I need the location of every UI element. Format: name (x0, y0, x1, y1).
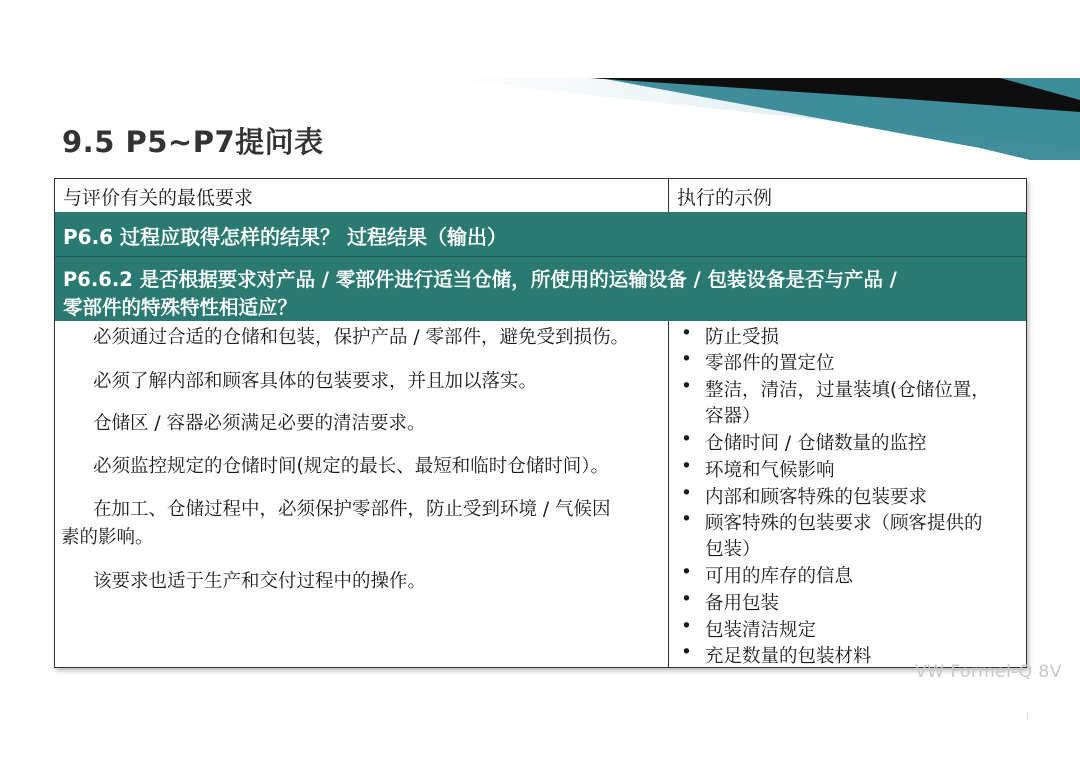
question-text-line1: P6.6.2 是否根据要求对产品 / 零部件进行适当仓储，所使用的运输设备 / 包装设备是否与产品 / (63, 268, 897, 291)
question-table (54, 178, 1027, 668)
footer-label: VW Formel-Q 8V (915, 662, 1062, 682)
slide-title: 9.5 P5~P7提问表 (62, 125, 324, 159)
example-item: 内部和顾客特殊的包装要求 (705, 487, 928, 508)
example-item: 防止受损 (705, 327, 780, 348)
bullet: • (681, 456, 692, 477)
bullet: • (681, 376, 692, 397)
bullet: • (681, 483, 692, 504)
bullet: • (681, 349, 692, 370)
example-item: 充足数量的包装材料 (705, 646, 872, 667)
example-item: 零部件的置定位 (705, 353, 835, 374)
question-text-line2: 零部件的特殊特性相适应？ (63, 296, 298, 319)
example-item: 包装清洁规定 (705, 620, 817, 641)
section-title: P6.6 过程应取得怎样的结果？ 过程结果（输出） (63, 225, 508, 249)
example-item-cont: 容器） (705, 406, 761, 427)
examples-cell (669, 321, 1026, 667)
header-requirements: 与评价有关的最低要求 (63, 187, 254, 209)
column-divider (668, 179, 669, 212)
question-band (55, 257, 1026, 321)
section-band (55, 212, 1026, 257)
example-item: 可用的库存的信息 (705, 566, 854, 587)
bullet: • (681, 562, 692, 583)
bullet: • (681, 642, 692, 663)
requirement-text: 素的影响。 (61, 527, 154, 548)
example-item: 备用包装 (705, 593, 780, 614)
bullet: • (681, 509, 692, 530)
table-header-row (55, 179, 1026, 213)
requirement-text: 必须通过合适的仓储和包装，保护产品 / 零部件，避免受到损伤。 (93, 327, 629, 348)
requirement-text: 在加工、仓储过程中，必须保护零部件，防止受到环境 / 气候因 (93, 499, 611, 520)
requirement-text: 仓储区 / 容器必须满足必要的清洁要求。 (93, 413, 426, 434)
footer-mark (1027, 712, 1028, 720)
header-examples: 执行的示例 (677, 187, 773, 209)
example-item: 环境和气候影响 (705, 460, 835, 481)
requirement-text: 必须监控规定的仓储时间(规定的最长、最短和临时仓储时间）。 (93, 456, 609, 477)
example-item: 仓储时间 / 仓储数量的监控 (705, 433, 927, 454)
example-item: 顾客特殊的包装要求（顾客提供的 (705, 513, 983, 534)
example-item-cont: 包装） (705, 539, 761, 560)
requirements-cell (55, 321, 668, 667)
bullet: • (681, 323, 692, 344)
requirement-text: 必须了解内部和顾客具体的包装要求，并且加以落实。 (93, 371, 538, 392)
bullet: • (681, 616, 692, 637)
bullet: • (681, 429, 692, 450)
example-item: 整洁，清洁，过量装填(仓储位置， (705, 380, 990, 401)
bullet: • (681, 589, 692, 610)
requirement-text: 该要求也适于生产和交付过程中的操作。 (93, 571, 427, 592)
